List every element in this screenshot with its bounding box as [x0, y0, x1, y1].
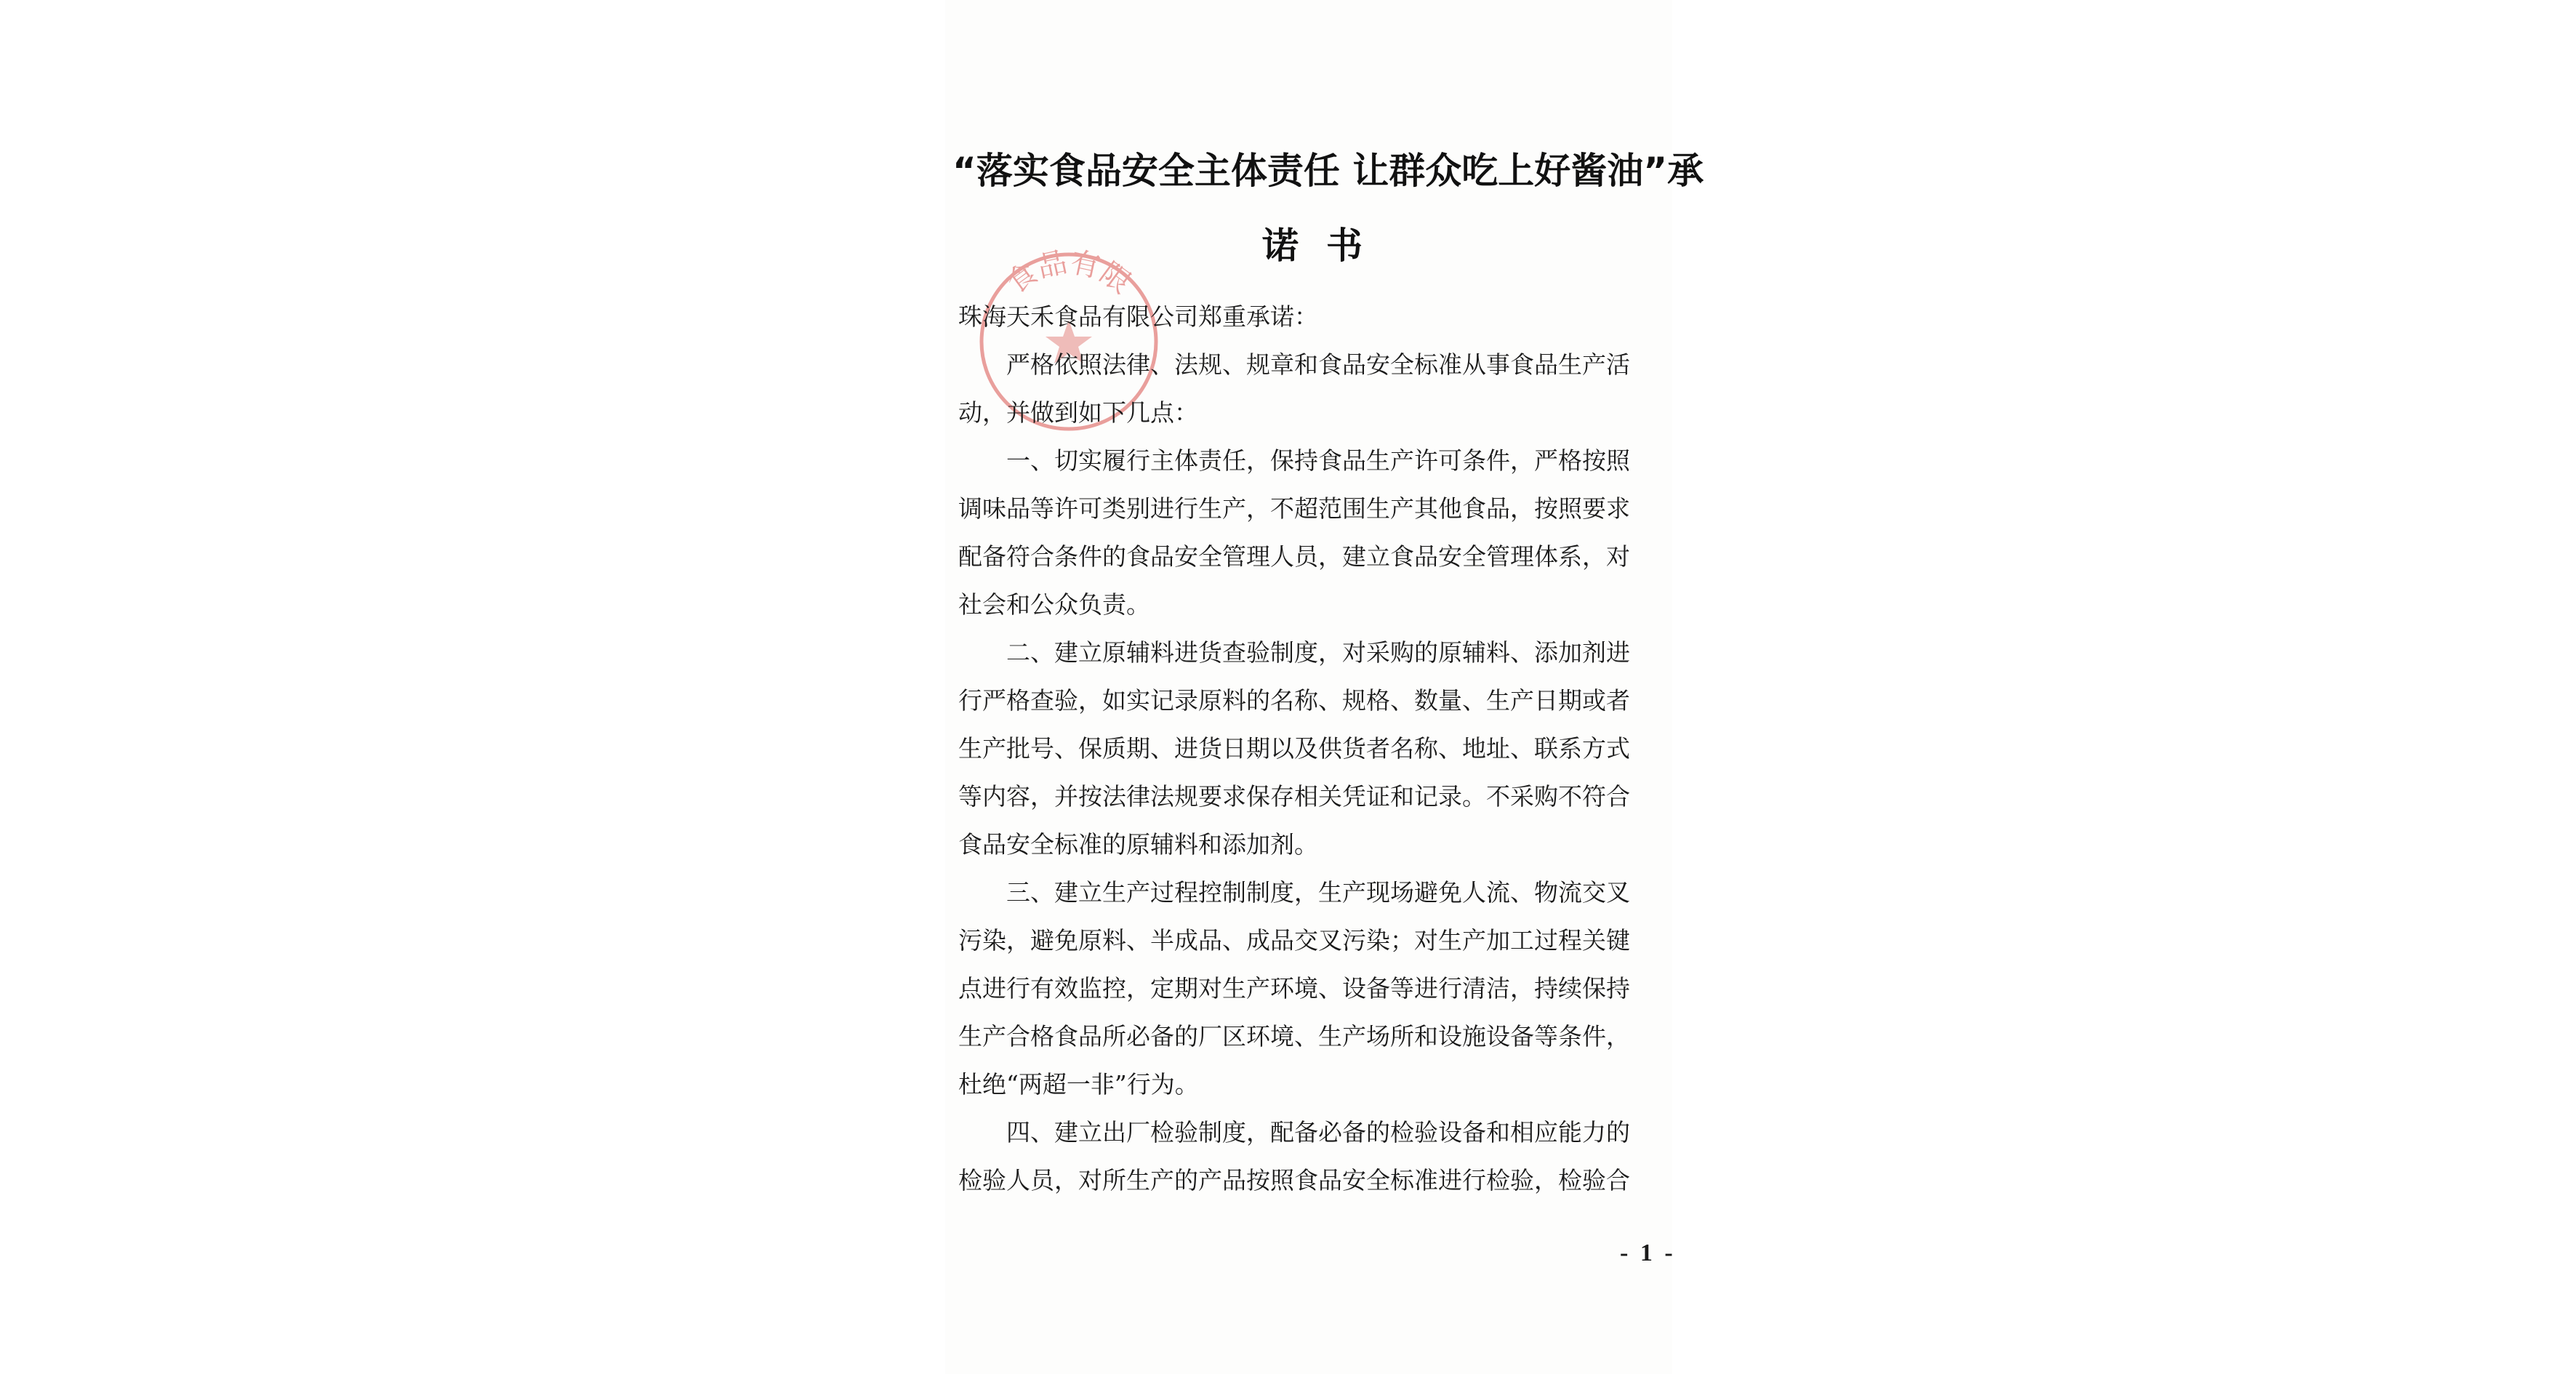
text-line: 杜绝“两超一非”行为。: [958, 1070, 1199, 1098]
text-line: 四、建立出厂检验制度，配备必备的检验设备和相应能力的: [1006, 1118, 1630, 1146]
text-line: 珠海天禾食品有限公司郑重承诺：: [958, 302, 1318, 331]
document-title-continued: 诺书: [1262, 225, 1390, 267]
text-line: 动，并做到如下几点：: [958, 398, 1198, 427]
text-line: 配备符合条件的食品安全管理人员，建立食品安全管理体系，对: [958, 542, 1630, 571]
text-line: 污染，避免原料、半成品、成品交叉污染；对生产加工过程关键: [958, 926, 1630, 955]
text-line: 社会和公众负责。: [958, 590, 1150, 619]
text-line: 食品安全标准的原辅料和添加剂。: [958, 830, 1318, 859]
text-line: 等内容，并按法律法规要求保存相关凭证和记录。不采购不符合: [958, 782, 1630, 811]
text-line: 生产批号、保质期、进货日期以及供货者名称、地址、联系方式: [958, 734, 1630, 763]
text-line: 生产合格食品所必备的厂区环境、生产场所和设施设备等条件，: [958, 1022, 1630, 1050]
seal-text: 食品有限: [1000, 245, 1137, 301]
text-line: 一、切实履行主体责任，保持食品生产许可条件，严格按照: [1006, 446, 1630, 475]
page-number: - 1 -: [1620, 1240, 1676, 1266]
document-title: “落实食品安全主体责任 让群众吃上好酱油”承: [952, 150, 1704, 192]
text-line: 点进行有效监控，定期对生产环境、设备等进行清洁，持续保持: [958, 974, 1630, 1003]
text-line: 三、建立生产过程控制制度，生产现场避免人流、物流交叉: [1006, 878, 1630, 907]
text-line: 调味品等许可类别进行生产，不超范围生产其他食品，按照要求: [958, 494, 1630, 523]
text-line: 严格依照法律、法规、规章和食品安全标准从事食品生产活: [1006, 350, 1630, 379]
text-line: 检验人员，对所生产的产品按照食品安全标准进行检验，检验合: [958, 1166, 1630, 1194]
text-line: 二、建立原辅料进货查验制度，对采购的原辅料、添加剂进: [1006, 638, 1630, 667]
text-line: 行严格查验，如实记录原料的名称、规格、数量、生产日期或者: [958, 686, 1630, 715]
